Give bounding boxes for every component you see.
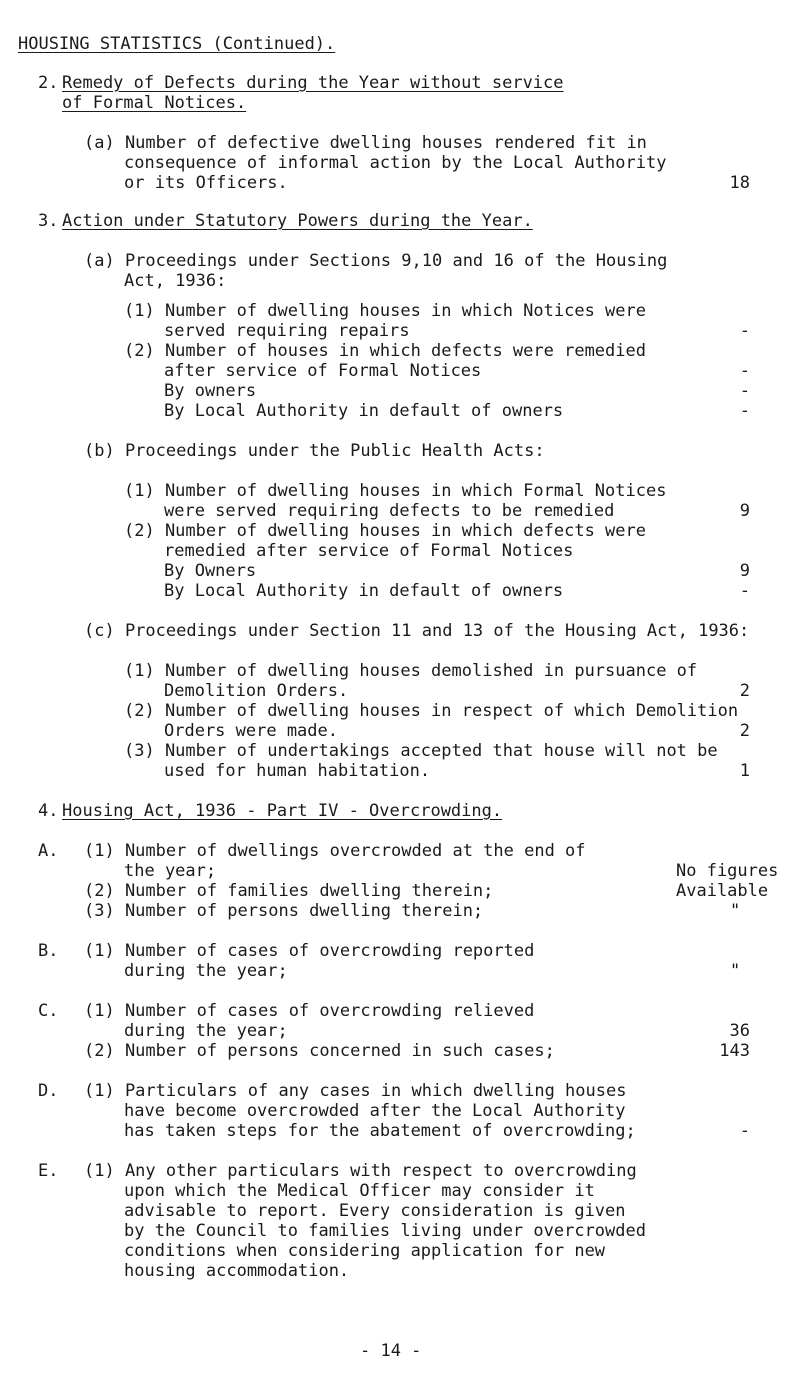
item-value: Available — [676, 881, 769, 901]
item-value: 2 — [739, 721, 750, 741]
item-value: - — [739, 361, 750, 381]
item-value: - — [739, 401, 750, 421]
item-text: the year; — [124, 861, 217, 881]
section-number: 4. — [38, 801, 59, 821]
item-text: (2) Number of families dwelling therein; — [84, 881, 494, 901]
item-value: " — [730, 901, 741, 921]
item-text: (3) Number of undertakings accepted that house will not be — [124, 741, 718, 761]
item-text: advisable to report. Every consideration is given — [124, 1201, 626, 1221]
item-text: (b) Proceedings under the Public Health Acts: — [84, 441, 545, 461]
item-text: (2) Number of houses in which defects were remedied — [124, 341, 646, 361]
item-text: (2) Number of dwelling houses in respect of which Demolition — [124, 701, 739, 721]
item-text: housing accommodation. — [124, 1261, 350, 1281]
item-text: (2) Number of dwelling houses in which defects were — [124, 521, 646, 541]
section-heading: Remedy of Defects during the Year without service — [62, 73, 564, 93]
section-number: 3. — [38, 211, 59, 231]
item-text: (1) Number of dwelling houses in which Notices were — [124, 301, 646, 321]
item-value: 2 — [739, 681, 750, 701]
page-title: HOUSING STATISTICS (Continued). — [18, 34, 336, 54]
item-text: during the year; — [124, 961, 288, 981]
item-value: No figures — [676, 861, 779, 881]
page-number: - 14 - — [360, 1341, 422, 1361]
item-text: Demolition Orders. — [164, 681, 349, 701]
item-text: served requiring repairs — [164, 321, 410, 341]
item-text: Orders were made. — [164, 721, 338, 741]
item-text: (2) Number of persons concerned in such cases; — [84, 1041, 555, 1061]
subsection-letter: E. — [38, 1161, 59, 1181]
section-number: 2. — [38, 73, 59, 93]
item-text: Act, 1936: — [124, 271, 227, 291]
item-value: " — [730, 961, 741, 981]
subsection-letter: C. — [38, 1001, 59, 1021]
item-value: - — [739, 581, 750, 601]
item-value: - — [739, 1121, 750, 1141]
item-text: during the year; — [124, 1021, 288, 1041]
section-heading-cont: of Formal Notices. — [62, 93, 247, 113]
item-text: or its Officers. — [124, 173, 288, 193]
item-text: by the Council to families living under overcrowded — [124, 1221, 646, 1241]
item-value: 9 — [739, 501, 750, 521]
item-text: remedied after service of Formal Notices — [164, 541, 574, 561]
item-text: (1) Number of dwellings overcrowded at the end of — [84, 841, 586, 861]
item-text: (1) Any other particulars with respect to overcrowding — [84, 1161, 637, 1181]
item-text: By Local Authority in default of owners — [164, 401, 564, 421]
item-value: 9 — [739, 561, 750, 581]
item-value: 36 — [729, 1021, 750, 1041]
item-text: after service of Formal Notices — [164, 361, 482, 381]
item-text: (3) Number of persons dwelling therein; — [84, 901, 484, 921]
item-text: consequence of informal action by the Local Authority — [124, 153, 667, 173]
subsection-letter: A. — [38, 841, 59, 861]
section-heading: Action under Statutory Powers during the Year. — [62, 211, 533, 231]
item-text: (a) Proceedings under Sections 9,10 and 16 of the Housing — [84, 251, 668, 271]
subsection-letter: D. — [38, 1081, 59, 1101]
item-text: used for human habitation. — [164, 761, 431, 781]
item-text: has taken steps for the abatement of overcrowding; — [124, 1121, 636, 1141]
item-text: (1) Number of dwelling houses demolished in pursuance of — [124, 661, 698, 681]
item-value: 18 — [729, 173, 750, 193]
item-text: upon which the Medical Officer may consider it — [124, 1181, 595, 1201]
item-text: (1) Particulars of any cases in which dwelling houses — [84, 1081, 627, 1101]
item-text: (c) Proceedings under Section 11 and 13 of the Housing Act, 1936: — [84, 621, 750, 641]
item-text: have become overcrowded after the Local Authority — [124, 1101, 626, 1121]
item-value: 1 — [739, 761, 750, 781]
subsection-letter: B. — [38, 941, 59, 961]
item-text: (a) Number of defective dwelling houses rendered fit in — [84, 133, 647, 153]
item-text: By owners — [164, 381, 257, 401]
section-heading: Housing Act, 1936 - Part IV - Overcrowding. — [62, 801, 503, 821]
item-text: conditions when considering application for new — [124, 1241, 606, 1261]
item-value: - — [739, 321, 750, 341]
item-value: 143 — [719, 1041, 750, 1061]
item-value: - — [739, 381, 750, 401]
item-text: By Owners — [164, 561, 257, 581]
item-text: By Local Authority in default of owners — [164, 581, 564, 601]
item-text: (1) Number of cases of overcrowding relieved — [84, 1001, 535, 1021]
item-text: (1) Number of cases of overcrowding reported — [84, 941, 535, 961]
item-text: (1) Number of dwelling houses in which Formal Notices — [124, 481, 667, 501]
item-text: were served requiring defects to be remedied — [164, 501, 615, 521]
